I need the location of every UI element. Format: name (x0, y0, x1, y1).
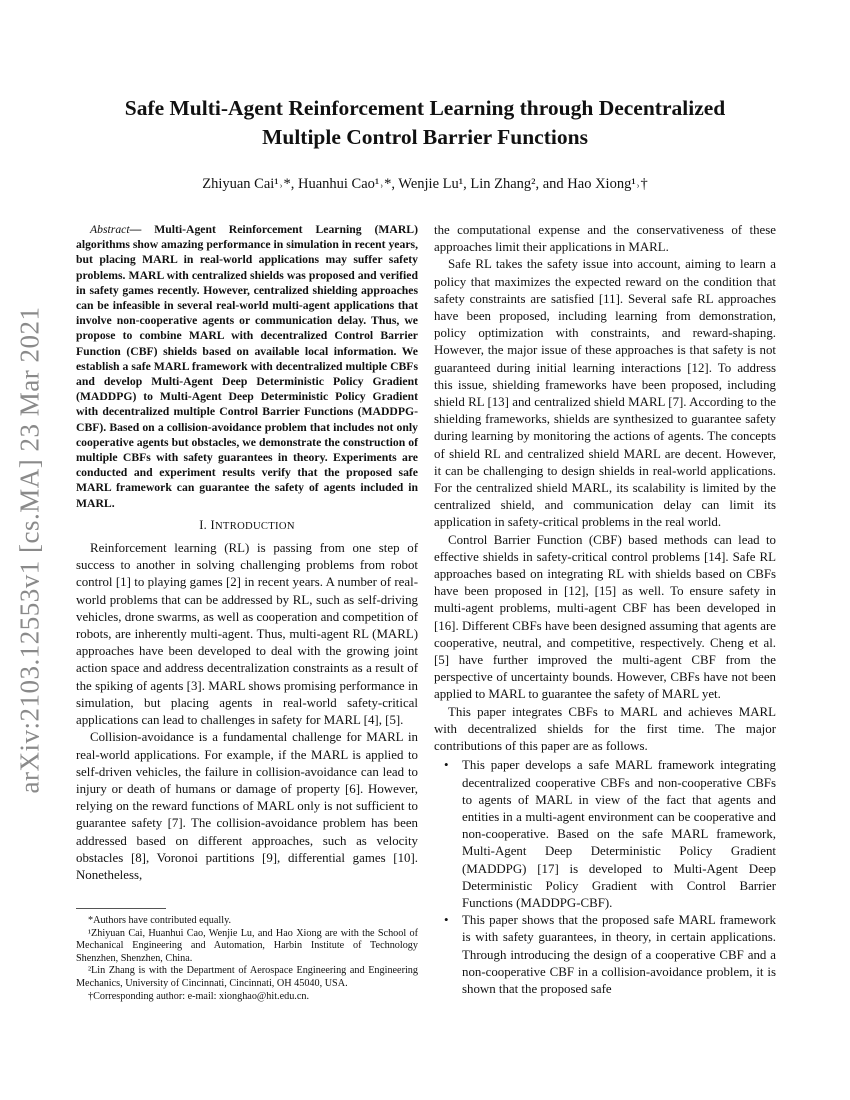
list-item-text: This paper shows that the proposed safe MARL framework is with safety guarantees, in theory, in certain applications. Through introducing the design of a cooperative CBF and a non-cooperative CBF in a collision-avoidance problem, it is shown that the proposed safe (462, 913, 776, 996)
footnote-equal-contribution: *Authors have contributed equally. (88, 915, 232, 926)
section-heading-introduction (76, 517, 418, 535)
footnote-affiliation-uc: ²Lin Zhang is with the Department of Aerospace Engineering and Engineering Mechanics, University of Cincinnati, Cincinnati, OH 45040, USA. (76, 965, 418, 989)
list-item (444, 757, 776, 912)
title-line-2: Multiple Control Barrier Functions (262, 125, 588, 149)
abstract (76, 222, 418, 511)
intro-paragraph-2: Collision-avoidance is a fundamental challenge for MARL in real-world applications. For example, if the MARL is applied to self-driven vehicles, the failure in collision-avoidance can lead to injury or death of humans or damage of property [6]. However, relying on the reward functions of MARL only is not sufficient to guarantee safety [7]. The collision-avoidance problem has been addressed based on different approaches, such as velocity obstacles [8], Voronoi partitions [9], differential games [10]. Nonetheless, (76, 730, 418, 882)
right-paragraph-1: the computational expense and the conservativeness of these approaches limit their applications in MARL. (434, 223, 776, 255)
abstract-label: Abstract (90, 223, 130, 236)
bullet-icon: • (444, 758, 449, 773)
right-paragraph-3: Control Barrier Function (CBF) based methods can lead to effective shields in safety-critical control problems [14]. Safe RL approaches based on integrating RL with shields based on CBFs have been proposed in [12], [15] as well. To ensure safety in multi-agent problems, multi-agent CBF has been developed in [16]. Different CBFs have been designed assuming that agents are cooperative, neutral, and competitive, respectively. Cheng et al. [5] have further improved the multi-agent CBF from the perspective of uncertainty bounds. However, CBFs have not been applied to MARL to guarantee the safety of MARL yet. (434, 532, 776, 702)
footnotes (76, 915, 418, 1003)
author-list: Zhiyuan Cai¹˒*, Huanhui Cao¹˒*, Wenjie Lu¹, Lin Zhang², and Hao Xiong¹˒† (202, 176, 648, 192)
left-column (76, 222, 418, 884)
list-item-text: This paper develops a safe MARL framework integrating decentralized cooperative CBFs and non-cooperative CBFs to agents of MARL in view of the fact that agents and entities in a multi-agent environment can be cooperative and non-cooperative. Based on the safe MARL framework, Multi-Agent Deep Deterministic Policy Gradient (MADDPG) [17] is developed to Multi-Agent Deep Deterministic Policy Gradient with Control Barrier Functions (MADDPG-CBF). (462, 758, 776, 910)
footnote-rule (76, 908, 166, 909)
intro-paragraph-1: Reinforcement learning (RL) is passing from one step of success to another in solving challenging problems from robot control [1] to playing games [2] in recent years. A number of real-world problems that can be addressed by RL, such as self-driving vehicles, drone swarms, as well as cooperation and competition of robots, are inherently multi-agent. Thus, multi-agent RL (MARL) approaches have been developed to deal with the growing joint action space and address decentralization constraints as a result of the spiking of agents [3]. MARL shows promising performance in simulation, but placing agents in real-world safety-critical applications can lead to challenges in safety for MARL [4], [5]. (76, 541, 418, 728)
right-paragraph-4: This paper integrates CBFs to MARL and achieves MARL with decentralized shields for the first time. The major contributions of this paper are as follows. (434, 704, 776, 754)
contribution-list (434, 757, 776, 998)
footnote-affiliation-hit: ¹Zhiyuan Cai, Huanhui Cao, Wenjie Lu, and Hao Xiong are with the School of Mechanical Engineering and Automation, Harbin Institute of Technology Shenzhen, Shenzhen, China. (76, 927, 418, 964)
section-title-initial: I (210, 517, 215, 532)
paper-title (70, 94, 780, 152)
bullet-icon: • (444, 913, 449, 928)
section-number: I. (199, 517, 208, 532)
abstract-text: — Multi-Agent Reinforcement Learning (MARL) algorithms show amazing performance in simulation in recent years, but placing MARL in real-world applications may suffer safety problems. MARL with centralized shields was proposed and verified in safety games recently. However, centralized shielding approaches can be infeasible in several real-world multi-agent applications that involve non-cooperative agents or communication delay. Thus, we propose to combine MARL with decentralized Control Barrier Function (CBF) shields based on available local information. We establish a safe MARL framework with decentralized multiple CBFs and develop Multi-Agent Deep Deterministic Policy Gradient (MADDPG) to Multi-Agent Deep Deterministic Policy Gradient with decentralized multiple Control Barrier Functions (MADDPG-CBF). Based on a collision-avoidance problem that includes not only cooperative agents but obstacles, we demonstrate the construction of multiple CBFs with safety guarantees in theory. Experiments are conducted and experiment results verify that the proposed safe MARL framework can guarantee the safety of agents included in MARL. (76, 223, 418, 510)
list-item (444, 912, 776, 998)
section-title-rest: NTRODUCTION (214, 520, 295, 532)
footnote-corresponding-author: †Corresponding author: e-mail: xionghao@hit.edu.cn. (88, 990, 310, 1002)
right-paragraph-2: Safe RL takes the safety issue into account, aiming to learn a policy that maximizes the expected reward on the condition that safety constraints are satisfied [11]. Several safe RL approaches have been proposed, including learning from demonstration, policy optimization with constraints, and reward-shaping. However, the major issue of these approaches is that safety is not guaranteed during initial learning interactions [12]. To address this issue, shielding frameworks have been proposed, including shield RL [13] and centralized shield MARL [7]. According to the shielding frameworks, shields are synthesized to guarantee safety during learning by monitoring the actions of agents. The concepts of shield RL and centralized shield MARL are decent. However, it can be challenging to design shields in real-world applications. For the centralized shield MARL, its scalability is limited by the centralized shield, and communication delay can limit its application in safety-critical problems in the real world. (434, 257, 776, 530)
title-line-1: Safe Multi-Agent Reinforcement Learning through Decentralized (124, 96, 726, 120)
right-column (434, 222, 776, 998)
arxiv-stamp (8, 290, 52, 810)
arxiv-stamp-text: arXiv:2103.12553v1 [cs.MA] 23 Mar 2021 (14, 306, 45, 794)
